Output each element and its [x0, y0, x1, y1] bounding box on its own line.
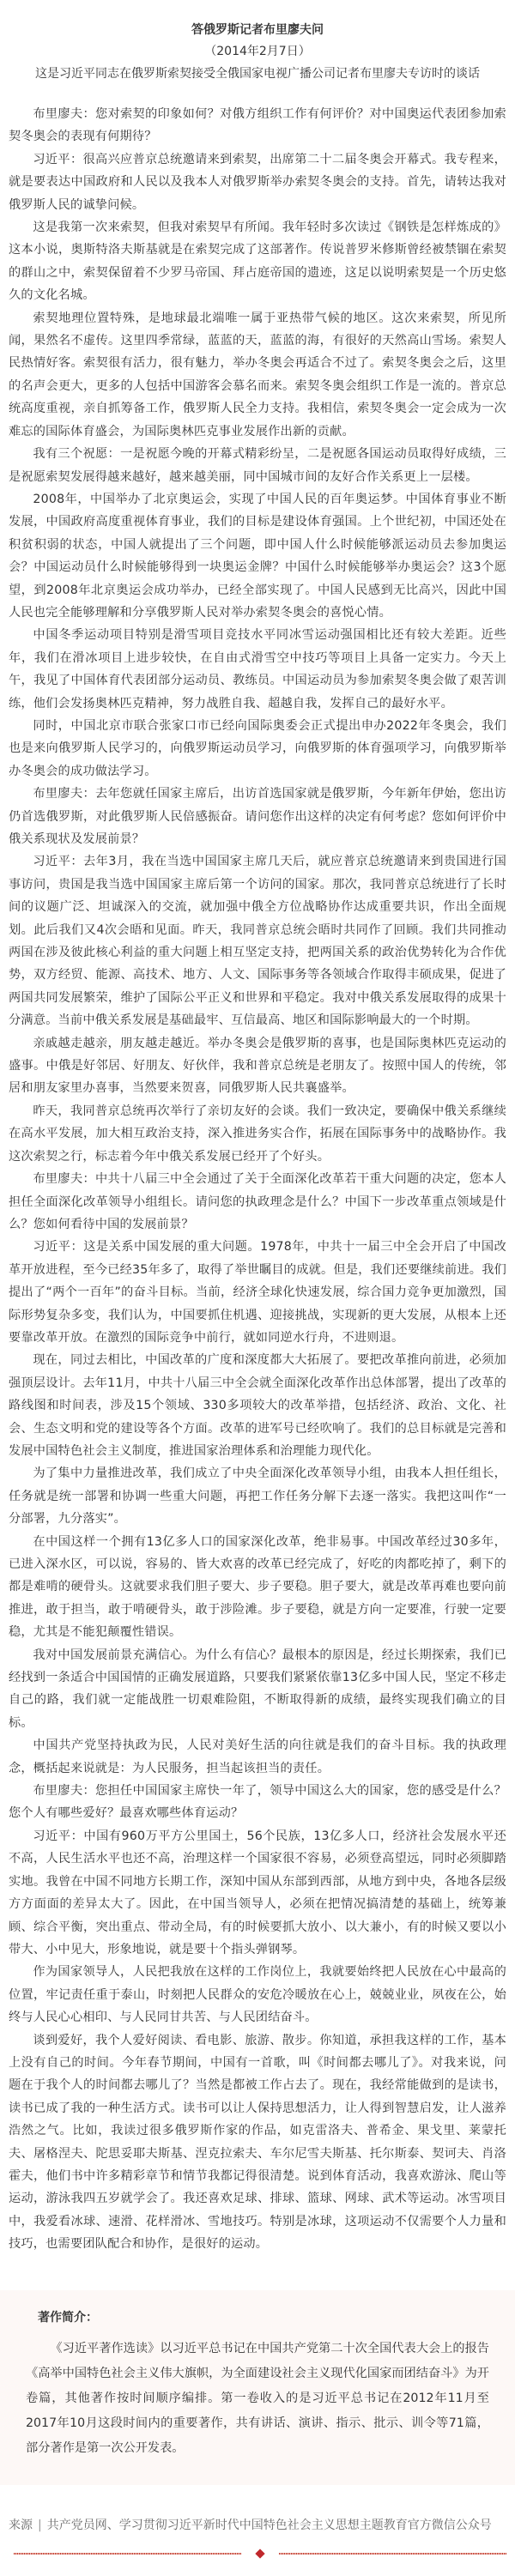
paragraph: 现在，同过去相比，中国改革的广度和深度都大大拓展了。要把改革推向前进，必须加强顶层设计。去年11月，中共十八届三中全会就全面深化改革作出总体部署，提出了改革的路线图和时间表，涉及15个领域、330多项较大的改革举措，包括经济、政治、文化、社会、生态文明和党的建设等各个方面。改革的进军号已经吹响了。我们的总目标就是完善和发展中国特色社会主义制度，推进国家治理体系和治理能力现代化。 [9, 1353, 506, 1458]
diamond-icon [255, 2549, 264, 2558]
article-date: （2014年2月7日） [204, 45, 311, 58]
paragraph: 习近平：中国有960万平方公里国土，56个民族，13亿多人口，经济社会发展水平还不高，人民生活水平也还不高，治理这样一个国家很不容易，必须登高望远，同时必须脚踏实地。我曾在中国不同地方长期工作，深知中国从东部到西部，从地方到中央，各地各层级方方面面的差异太大了。因此，在中国当领导人，必须在把情况搞清楚的基础上，统筹兼顾、综合平衡，突出重点、带动全局，有的时候要抓大放小、以大兼小，有的时候又要以小带大、小中见大，形象地说，就是要十个指头弹钢琴。 [9, 1829, 506, 1956]
paragraph: 谈到爱好，我个人爱好阅读、看电影、旅游、散步。你知道，承担我这样的工作，基本上没有自己的时间。今年春节期间，中国有一首歌，叫《时间都去哪儿了》。对我来说，问题在于我个人的时间都去哪儿了？当然是都被工作占去了。现在，我经常能做到的是读书，读书已成了我的一种生活方式。读书可以让人保持思想活力，让人得到智慧启发，让人滋养浩然之气。比如，我读过很多俄罗斯作家的作品，如克雷洛夫、普希金、果戈里、莱蒙托夫、屠格涅夫、陀思妥耶夫斯基、涅克拉索夫、车尔尼雪夫斯基、托尔斯泰、契诃夫、肖洛霍夫，他们书中许多精彩章节和情节我都记得很清楚。说到体育活动，我喜欢游泳、爬山等运动，游泳我四五岁就学会了。我还喜欢足球、排球、篮球、网球、武术等运动。冰雪项目中，我爱看冰球、速滑、花样滑冰、雪地技巧。特别是冰球，这项运动不仅需要个人力量和技巧，也需要团队配合和协作，是很好的运动。 [9, 2033, 506, 2252]
paragraph: 这是我第一次来索契，但我对索契早有所闻。我年轻时多次读过《钢铁是怎样炼成的》这本小说，奥斯特洛夫斯基就是在索契完成了这部著作。传说普罗米修斯曾经被禁锢在索契的群山之中，索契保留着不少罗马帝国、拜占庭帝国的遗迹，这足以说明索契是一个历史悠久的文化名城。 [9, 221, 506, 303]
book-intro-text: 《习近平著作选读》以习近平总书记在中国共产党第二十次全国代表大会上的报告《高举中国特色社会主义伟大旗帜，为全面建设社会主义现代化国家而团结奋斗》为开卷篇，其他著作按时间顺序编排。第一卷收入的是习近平总书记在2012年11月至2017年10月这段时间内的重要著作，共有讲话、演讲、指示、批示、训令等71篇，部分著作是第一次公开发表。 [26, 2341, 489, 2455]
paragraph: 亲戚越走越亲，朋友越走越近。举办冬奥会是俄罗斯的喜事，也是国际奥林匹克运动的盛事。中俄是好邻居、好朋友、好伙伴，我和普京总统是老朋友了。按照中国人的传统，邻居和朋友家里办喜事，当然要来贺喜，同俄罗斯人民共襄盛举。 [9, 1036, 506, 1096]
paragraph: 中国冬季运动项目特别是滑雪项目竞技水平同冰雪运动强国相比还有较大差距。近些年，我们在滑冰项目上进步较快，在自由式滑雪空中技巧等项目上具备一定实力。今天上午，我见了中国体育代表团部分运动员、教练员。中国运动员为参加索契冬奥会做了艰苦训练，他们会发扬奥林匹克精神，努力战胜自我、超越自我，发挥自己的最好水平。 [9, 628, 506, 711]
source-line [9, 2516, 506, 2535]
paragraph: 作为国家领导人，人民把我放在这样的工作岗位上，我就要始终把人民放在心中最高的位置，牢记责任重于泰山，时刻把人民群众的安危冷暖放在心上，兢兢业业，夙夜在公，始终与人民心心相印、与人民同甘共苦、与人民团结奋斗。 [9, 1965, 506, 2025]
paragraph: 我对中国发展前景充满信心。为什么有信心？最根本的原因是，经过长期探索，我们已经找到一条适合中国国情的正确发展道路，只要我们紧紧依靠13亿多中国人民，坚定不移走自己的路，我们就一定能战胜一切艰难险阻，不断取得新的成绩，最终实现我们确立的目标。 [9, 1648, 506, 1730]
decorative-divider [14, 2549, 506, 2559]
book-intro-box [0, 2290, 515, 2485]
paragraph: 习近平：这是关系中国发展的重大问题。1978年，中共十一届三中全会开启了中国改革开放进程，至今已经35年多了，取得了举世瞩目的成就。但是，我们还要继续前进。我们提出了“两个一百年”的奋斗目标。当前，经济全球化快速发展，综合国力竞争更加激烈，国际形势复杂多变，我们认为，中国要抓住机遇、迎接挑战，实现新的更大发展，从根本上还要靠改革开放。在激烈的国际竞争中前行，就如同逆水行舟，不进则退。 [9, 1240, 506, 1345]
paragraph: 为了集中力量推进改革，我们成立了中央全面深化改革领导小组，由我本人担任组长，任务就是统一部署和协调一些重大问题，再把工作任务分解下去逐一落实。我把这叫作“一分部署，九分落实”。 [9, 1466, 506, 1527]
paragraph: 索契地理位置特殊，是地球最北端唯一属于亚热带气候的地区。这次来索契，所见所闻，果然名不虚传。这里四季常绿，蓝蓝的天，蓝蓝的海，有很好的天然高山雪场。索契人民热情好客。索契很有活力，很有魅力，举办冬奥会再适合不过了。索契冬奥会之后，这里的名声会更大，更多的人包括中国游客会慕名而来。索契冬奥会组织工作是一流的。普京总统高度重视，亲自抓筹备工作，俄罗斯人民全力支持。我相信，索契冬奥会一定会成为一次难忘的国际体育盛会，为国际奥林匹克事业发展作出新的贡献。 [9, 311, 506, 438]
article-body [9, 103, 506, 2256]
article-subtitle: 这是习近平同志在俄罗斯索契接受全俄国家电视广播公司记者布里廖夫专访时的谈话 [35, 67, 480, 81]
paragraph: 布里廖夫：中共十八届三中全会通过了关于全面深化改革若干重大问题的决定，您本人担任全面深化改革领导小组组长。请问您的执政理念是什么？中国下一步改革重点领域是什么？您如何看待中国的发展前景？ [9, 1172, 506, 1231]
divider-line-right [279, 2553, 506, 2555]
source-separator: | [38, 2518, 42, 2532]
paragraph: 2008年，中国举办了北京奥运会，实现了中国人民的百年奥运梦。中国体育事业不断发展，中国政府高度重视体育事业，我们的目标是建设体育强国。上个世纪初，中国还处在积贫积弱的状态，中国人就提出了三个问题，即中国人什么时候能够派运动员去参加奥运会？中国运动员什么时候能够得到一块奥运金牌？中国什么时候能够举办奥运会？这3个愿望，到2008年北京奥运会成功举办，已经全部实现了。中国人民感到无比高兴，因此中国人民也完全能够理解和分享俄罗斯人民对举办索契冬奥会的喜悦心情。 [9, 492, 506, 620]
paragraph: 布里廖夫：您担任中国国家主席快一年了，领导中国这么大的国家，您的感受是什么？您个人有哪些爱好？最喜欢哪些体育运动？ [9, 1784, 506, 1821]
divider-line-left [14, 2553, 241, 2555]
paragraph: 中国共产党坚持执政为民，人民对美好生活的向往就是我们的奋斗目标。我的执政理念，概括起来说就是：为人民服务，担当起该担当的责任。 [9, 1738, 506, 1775]
paragraph: 昨天，我同普京总统再次举行了亲切友好的会谈。我们一致决定，要确保中俄关系继续在高水平发展，加大相互政治支持，深入推进务实合作，拓展在国际事务中的战略协作。我这次索契之行，标志着今年中俄关系发展已经开了个好头。 [9, 1104, 506, 1164]
source-label: 来源 [9, 2518, 33, 2532]
paragraph: 同时，中国北京市联合张家口市已经向国际奥委会正式提出申办2022年冬奥会，我们也是来向俄罗斯人民学习的，向俄罗斯运动员学习，向俄罗斯的体育强项学习，向俄罗斯举办冬奥会的成功做法学习。 [9, 718, 506, 778]
paragraph: 习近平：去年3月，我在当选中国国家主席几天后，就应普京总统邀请来到贵国进行国事访问，贵国是我当选中国国家主席后第一个访问的国家。那次，我同普京总统进行了长时间的议题广泛、坦诚深入的交流，就加强中俄全方位战略协作达成重要共识，作出全面规划。此后我们又4次会晤和见面。昨天，我同普京总统会晤时共同作了回顾。我们共同推动两国在涉及彼此核心利益的重大问题上相互坚定支持，把两国关系的政治优势转化为合作优势，双方经贸、能源、高技术、地方、人文、国际事务等各领域合作取得丰硕成果，促进了两国共同发展繁荣，维护了国际公平正义和世界和平稳定。我对中俄关系发展取得的成果十分满意。当前中俄关系发展是基础最牢、互信最高、地区和国际影响最大的一个时期。 [9, 855, 506, 1028]
source-text: 共产党员网、学习贯彻习近平新时代中国特色社会主义思想主题教育官方微信公众号 [46, 2518, 492, 2532]
article-title: 答俄罗斯记者布里廖夫问 [191, 23, 324, 37]
paragraph: 在中国这样一个拥有13亿多人口的国家深化改革，绝非易事。中国改革经过30多年，已进入深水区，可以说，容易的、皆大欢喜的改革已经完成了，好吃的肉都吃掉了，剩下的都是难啃的硬骨头。这就要求我们胆子要大、步子要稳。胆子要大，就是改革再难也要向前推进，敢于担当，敢于啃硬骨头，敢于涉险滩。步子要稳，就是方向一定要准，行驶一定要稳，尤其是不能犯颠覆性错误。 [9, 1534, 506, 1640]
paragraph: 布里廖夫：去年您就任国家主席后，出访首选国家就是俄罗斯，今年新年伊始，您出访仍首选俄罗斯，对此俄罗斯人民倍感振奋。请问您作出这样的决定有何考虑？您如何评价中俄关系现状及发展前景？ [9, 787, 506, 846]
book-intro-title: 著作简介： [38, 2310, 98, 2325]
paragraph: 布里廖夫：您对索契的印象如何？对俄方组织工作有何评价？对中国奥运代表团参加索契冬奥会的表现有何期待？ [9, 107, 506, 144]
paragraph: 习近平：很高兴应普京总统邀请来到索契，出席第二十二届冬奥会开幕式。我专程来，就是要表达中国政府和人民以及我本人对俄罗斯举办索契冬奥会的支持。首先，请转达我对俄罗斯人民的诚挚问候。 [9, 152, 506, 212]
paragraph: 我有三个祝愿：一是祝愿今晚的开幕式精彩纷呈，二是祝愿各国运动员取得好成绩，三是祝愿索契发展得越来越好，越来越美丽，同中国城市间的友好合作关系更上一层楼。 [9, 447, 506, 484]
